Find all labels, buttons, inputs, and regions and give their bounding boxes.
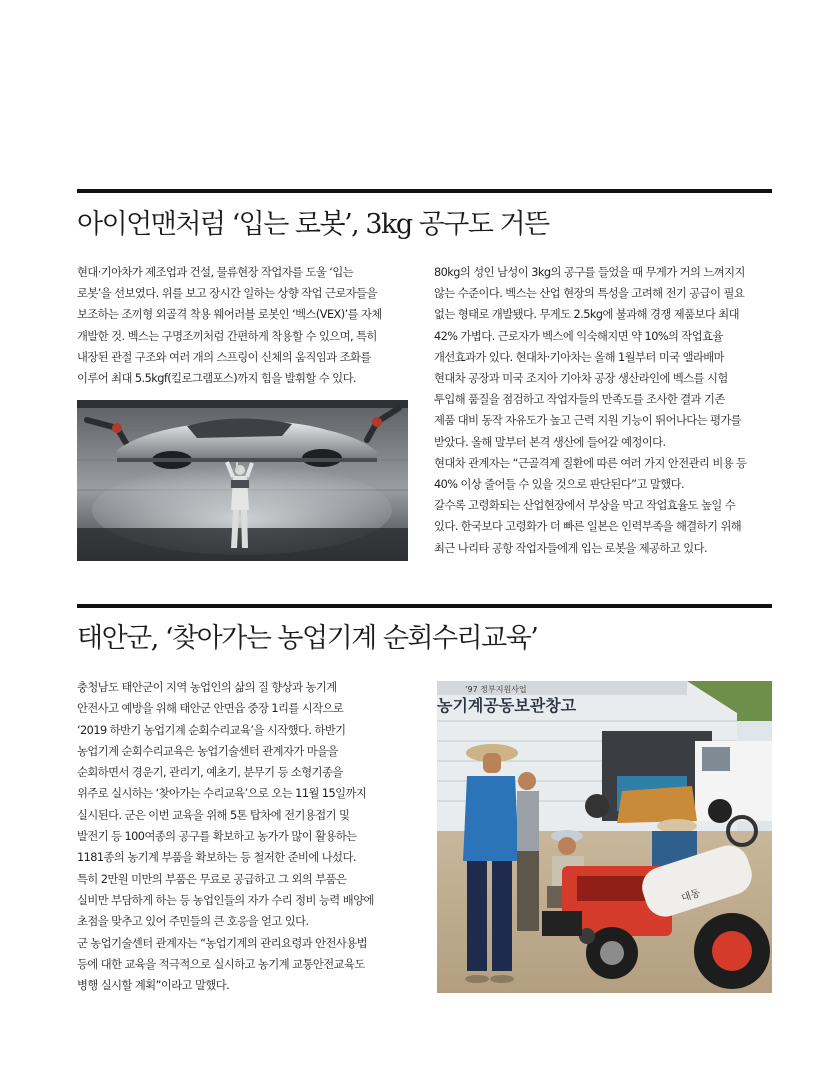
article-body-right	[434, 262, 774, 559]
body-line: 80kg의 성인 남성이 3kg의 공구를 들었을 때 무게가 거의 느껴지지	[434, 266, 745, 279]
body-line: 안전사고 예방을 위해 태안군 안면읍 중장 1리를 시작으로	[77, 702, 344, 716]
body-line: 위주로 실시하는 ‘찾아가는 수리교육’으로 오는 11월 15일까지	[77, 787, 367, 801]
body-line: 실비만 부담하게 하는 등 농업인들의 자가 수리 정비 능력 배양에	[77, 893, 374, 907]
body-line: 초점을 맞추고 있어 주민들의 큰 호응을 얻고 있다.	[77, 915, 309, 929]
body-line: 현대차 공장과 미국 조지아 기아차 공장 생산라인에 벡스를 시험	[434, 372, 728, 386]
body-line: 이루어 최대 5.5kgf(킬로그램포스)까지 힘을 발휘할 수 있다.	[77, 372, 356, 386]
body-line: 농업기계 순회수리교육은 농업기술센터 관계자가 마을을	[77, 744, 338, 758]
section-divider-middle	[77, 604, 772, 608]
body-line: 현대차 관계자는 “근골격계 질환에 따른 여러 가지 안전관리 비용 등	[434, 456, 747, 470]
body-line: 갈수록 고령화되는 산업현장에서 부상을 막고 작업효율도 높일 수	[434, 499, 736, 513]
body-line: 개발한 것. 벡스는 구명조끼처럼 간편하게 착용할 수 있으며, 특히	[77, 329, 377, 343]
building-sign-small: ’97 정부지원사업	[465, 685, 527, 694]
machine-brand: 대동	[680, 887, 702, 905]
robot-photo	[77, 400, 408, 561]
body-line: 1181종의 농기계 부품을 확보하는 등 철저한 준비에 나섰다.	[77, 851, 356, 865]
section-divider-top	[77, 189, 772, 193]
body-line: 로봇’을 선보였다. 위를 보고 장시간 일하는 상향 작업 근로자들을	[77, 287, 377, 301]
body-line: 현대·기아차가 제조업과 건설, 물류현장 작업자를 도울 ‘입는	[77, 266, 354, 279]
body-line: 없는 형태로 개발됐다. 무게도 2.5kg에 불과해 경쟁 제품보다 최대	[434, 308, 740, 322]
body-line: 특히 2만원 미만의 부품은 무료로 공급하고 그 외의 부품은	[77, 872, 347, 886]
body-line: 내장된 관절 구조와 여러 개의 스프링이 신체의 움직임과 조화를	[77, 350, 371, 364]
article-body-left	[77, 677, 422, 996]
article-headline: 아이언맨처럼 ‘입는 로봇’, 3kg 공구도 거뜬	[77, 209, 549, 240]
body-line: 받았다. 올해 말부터 본격 생산에 들어갈 예정이다.	[434, 435, 666, 449]
body-line: 병행 실시할 계획”이라고 말했다.	[77, 979, 230, 993]
building-sign-large: 농기계공동보관창고	[437, 696, 577, 715]
body-line: 실시된다. 군은 이번 교육을 위해 5톤 탑차에 전기용접기 및	[77, 808, 350, 822]
body-line: 투입해 품질을 점검하고 작업자들의 만족도를 조사한 결과 기존	[434, 393, 725, 407]
body-line: 40% 이상 줄어들 수 있을 것으로 판단된다”고 말했다.	[434, 478, 684, 492]
farm-machinery-photo	[437, 681, 772, 993]
article-body-left	[77, 262, 422, 389]
body-line: 발전기 등 100여종의 공구를 확보하고 농가가 많이 활용하는	[77, 830, 357, 844]
body-line: 등에 대한 교육을 적극적으로 실시하고 농기계 교통안전교육도	[77, 957, 365, 971]
body-line: 있다. 한국보다 고령화가 더 빠른 일본은 인력부족을 해결하기 위해	[434, 520, 742, 534]
article-headline: 태안군, ‘찾아가는 농업기계 순회수리교육’	[77, 623, 538, 654]
body-line: 제품 대비 동작 자유도가 높고 근력 지원 기능이 뛰어나다는 평가를	[434, 414, 742, 428]
body-line: 42% 가볍다. 근로자가 벡스에 익숙해지면 약 10%의 작업효율	[434, 329, 723, 343]
body-line: 순회하면서 경운기, 관리기, 예초기, 분무기 등 소형기종을	[77, 766, 343, 780]
body-line: ‘2019 하반기 농업기계 순회수리교육’을 시작했다. 하반기	[77, 723, 346, 737]
body-line: 개선효과가 있다. 현대차·기아차는 올해 1월부터 미국 앨라배마	[434, 350, 725, 364]
body-line: 최근 나리타 공항 작업자들에게 입는 로봇을 제공하고 있다.	[434, 541, 708, 555]
body-line: 보조하는 조끼형 외골격 착용 웨어러블 로봇인 ‘벡스(VEX)’를 자체	[77, 308, 382, 322]
body-line: 군 농업기술센터 관계자는 “농업기계의 관리요령과 안전사용법	[77, 936, 367, 950]
body-line: 충청남도 태안군이 지역 농업인의 삶의 질 향상과 농기계	[77, 681, 337, 694]
body-line: 않는 수준이다. 벡스는 산업 현장의 특성을 고려해 전기 공급이 필요	[434, 287, 745, 301]
